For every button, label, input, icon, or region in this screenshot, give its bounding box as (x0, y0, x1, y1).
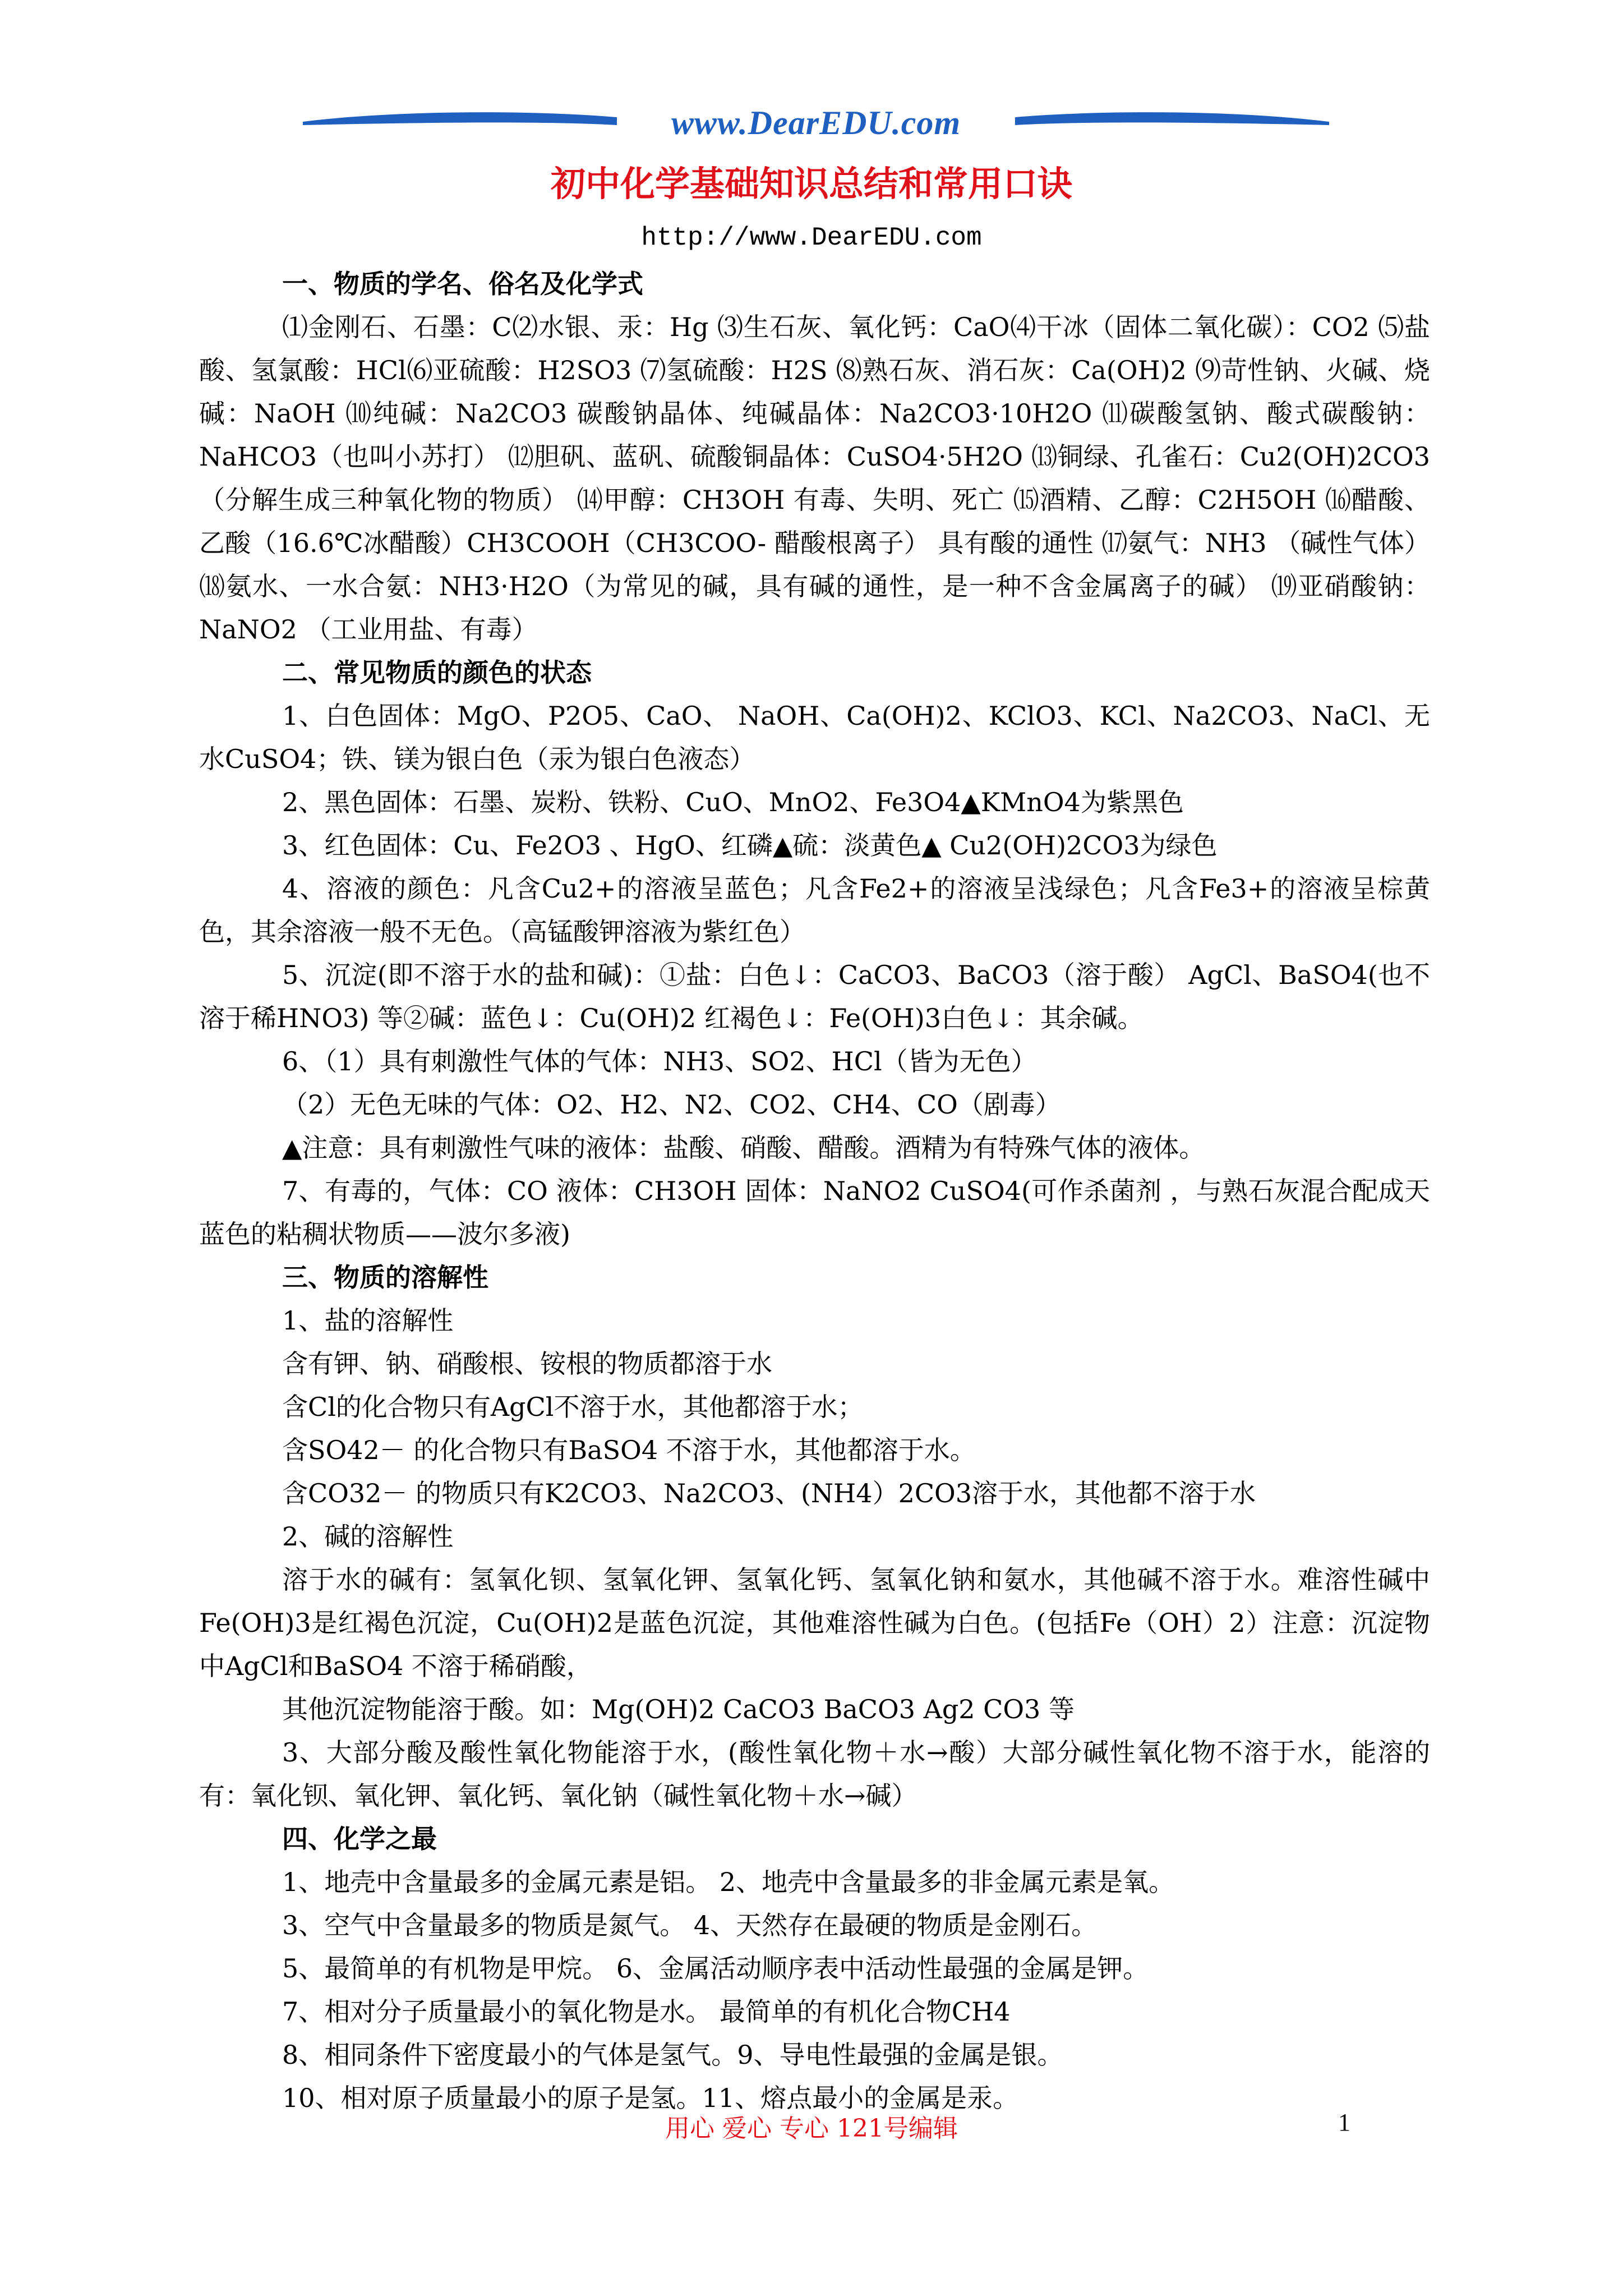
page-title: 初中化学基础知识总结和常用口诀 (550, 163, 1072, 204)
paragraph: 含CO32－ 的物质只有K2CO3、Na2CO3、(NH4）2CO3溶于水，其他都不溶于水 (282, 1478, 1256, 1508)
paragraph: 7、有毒的，气体：CO 液体：CH3OH 固体：NaNO2 CuSO4(可作杀菌剂 ，与熟石灰混合配成天蓝色的粘稠状物质——波尔多液) (199, 1176, 1430, 1249)
paragraph: 8、相同条件下密度最小的气体是氢气。9、导电性最强的金属是银。 (282, 2040, 1063, 2070)
page-number: 1 (1338, 2109, 1350, 2136)
paragraph: 6、（1）具有刺激性气体的气体：NH3、SO2、HCl（皆为无色） (282, 1046, 1037, 1076)
document-body (199, 263, 1430, 2120)
paragraph: 其他沉淀物能溶于酸。如：Mg(OH)2 CaCO3 BaCO3 Ag2 CO3 等 (282, 1694, 1075, 1724)
paragraph: 3、空气中含量最多的物质是氮气。 4、天然存在最硬的物质是金刚石。 (282, 1910, 1098, 1940)
paragraph: 含SO42－ 的化合物只有BaSO4 不溶于水，其他都溶于水。 (282, 1435, 976, 1465)
paragraph: 2、碱的溶解性 (282, 1521, 454, 1552)
paragraph: 10、相对原子质量最小的原子是氢。11、熔点最小的金属是汞。 (282, 2083, 1019, 2113)
paragraph: 5、沉淀(即不溶于水的盐和碱)：①盐：白色↓：CaCO3、BaCO3（溶于酸） AgCl、BaSO4(也不溶于稀HNO3) 等②碱：蓝色↓：Cu(OH)2 红褐色↓：Fe(OH)3白色↓：其余碱。 (199, 960, 1430, 1033)
site-brand[interactable]: www.DearEDU.com (671, 104, 961, 141)
site-url[interactable]: http://www.DearEDU.com (641, 223, 982, 252)
paragraph: 1、盐的溶解性 (282, 1305, 454, 1336)
paragraph: 溶于水的碱有：氢氧化钡、氢氧化钾、氢氧化钙、氢氧化钠和氨水，其他碱不溶于水。难溶性碱中Fe(OH)3是红褐色沉淀，Cu(OH)2是蓝色沉淀，其他难溶性碱为白色。(包括Fe（OH）2）注意：沉淀物中AgCl和BaSO4 不溶于稀硝酸， (199, 1565, 1430, 1681)
paragraph: 1、白色固体：MgO、P2O5、CaO、 NaOH、Ca(OH)2、KClO3、KCl、Na2CO3、NaCl、无水CuSO4；铁、镁为银白色（汞为银白色液态） (199, 701, 1430, 774)
section-heading-3: 三、物质的溶解性 (282, 1262, 488, 1292)
paragraph: ▲注意：具有刺激性气味的液体：盐酸、硝酸、醋酸。酒精为有特殊气体的液体。 (282, 1133, 1205, 1163)
paragraph: 3、大部分酸及酸性氧化物能溶于水，(酸性氧化物＋水→酸）大部分碱性氧化物不溶于水，能溶的有：氧化钡、氧化钾、氧化钙、氧化钠（碱性氧化物＋水→碱） (199, 1737, 1430, 1811)
paragraph: 4、溶液的颜色：凡含Cu2+的溶液呈蓝色；凡含Fe2+的溶液呈浅绿色；凡含Fe3+的溶液呈棕黄色，其余溶液一般不无色。（高锰酸钾溶液为紫红色） (199, 873, 1430, 947)
paragraph: 2、黑色固体：石墨、炭粉、铁粉、CuO、MnO2、Fe3O4▲KMnO4为紫黑色 (282, 787, 1184, 817)
paragraph: 5、最简单的有机物是甲烷。 6、金属活动顺序表中活动性最强的金属是钾。 (282, 1953, 1149, 1984)
paragraph: 含有钾、钠、硝酸根、铵根的物质都溶于水 (282, 1349, 772, 1379)
paragraph: （2）无色无味的气体：O2、H2、N2、CO2、CH4、CO（剧毒） (282, 1089, 1061, 1120)
section-heading-4: 四、化学之最 (282, 1824, 437, 1854)
paragraph: ⑴金刚石、石墨：C⑵水银、汞：Hg ⑶生石灰、氧化钙：CaO⑷干冰（固体二氧化碳）：CO2 ⑸盐酸、氢氯酸：HCl⑹亚硫酸：H2SO3 ⑺氢硫酸：H2S ⑻熟石灰、消石灰：Ca(OH)2 ⑼苛性钠、火碱、烧碱：NaOH ⑽纯碱：Na2CO3 碳酸钠晶体、纯碱晶体：Na2CO3·10H2O ⑾碳酸氢钠、酸式碳酸钠：NaHCO3（也叫小苏打） ⑿胆矾、蓝矾、硫酸铜晶体：CuSO4·5H2O ⒀铜绿、孔雀石：Cu2(OH)2CO3（分解生成三种氧化物的物质） ⒁甲醇：CH3OH 有毒、失明、死亡 ⒂酒精、乙醇：C2H5OH ⒃醋酸、乙酸（16.6℃冰醋酸）CH3COOH（CH3COO- 醋酸根离子） 具有酸的通性 ⒄氨气：NH3 （碱性气体） ⒅氨水、一水合氨：NH3·H2O（为常见的碱，具有碱的通性，是一种不含金属离子的碱） ⒆亚硝酸钠：NaNO2 （工业用盐、有毒） (199, 312, 1430, 645)
paragraph: 3、红色固体：Cu、Fe2O3 、HgO、红磷▲硫：淡黄色▲ Cu2(OH)2CO3为绿色 (282, 830, 1218, 861)
footer-text: 用心 爱心 专心 121号编辑 (665, 2114, 958, 2143)
paragraph: 7、相对分子质量最小的氧化物是水。 最简单的有机化合物CH4 (282, 1996, 1011, 2027)
paragraph: 含Cl的化合物只有AgCl不溶于水，其他都溶于水； (282, 1392, 864, 1422)
section-heading-2: 二、常见物质的颜色的状态 (282, 657, 592, 688)
section-heading-1: 一、物质的学名、俗名及化学式 (282, 269, 643, 299)
site-header (303, 98, 1329, 149)
paragraph: 1、地壳中含量最多的金属元素是铝。 2、地壳中含量最多的非金属元素是氧。 (282, 1867, 1175, 1897)
